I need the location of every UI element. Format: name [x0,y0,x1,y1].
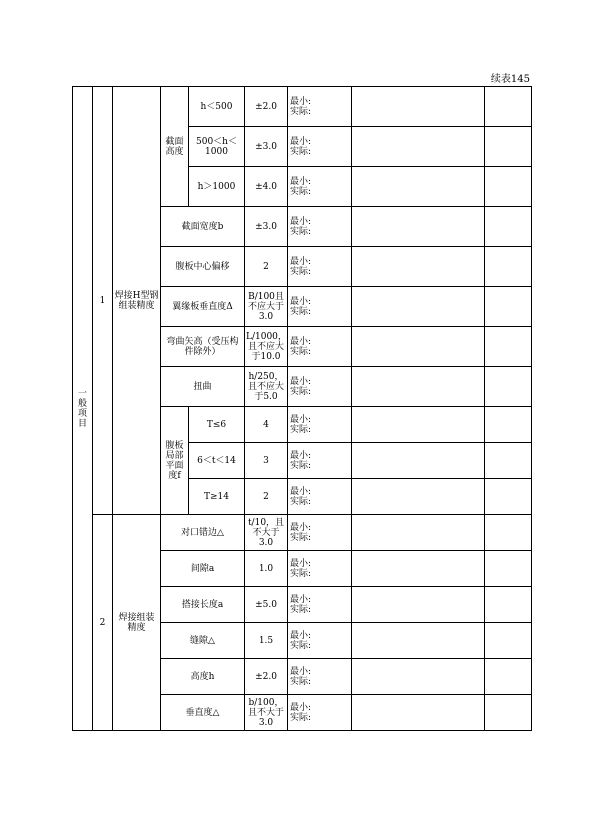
actual-label: 实际: [290,146,312,157]
item-cell [161,551,245,587]
min-label: 最小: [290,296,312,307]
actual-label: 实际: [290,106,312,117]
item-label: T≥14 [204,491,229,502]
tolerance-cell [245,367,288,407]
tolerance-cell [245,443,288,479]
item-cell [189,479,245,515]
actual-label: 实际: [290,604,312,615]
item-label: 翼缘板垂直度Δ [172,301,233,312]
subgroup-cell [161,407,189,515]
category-label: 一般项目 [77,388,87,429]
tolerance-value: ±3.0 [255,141,277,152]
blank-cell [352,515,485,551]
min-label: 最小: [290,522,312,533]
blank-cell [485,623,532,659]
measure-cell [288,87,352,127]
tolerance-value: 2 [263,261,269,272]
measure-cell [288,327,352,367]
measure-cell [288,623,352,659]
blank-cell [485,443,532,479]
blank-cell [352,287,485,327]
tolerance-cell [245,207,288,247]
group-no: 2 [99,617,106,628]
tolerance-value: h/250，且不应大于5.0 [247,371,284,402]
blank-cell [485,407,532,443]
actual-label: 实际: [290,346,312,357]
tolerance-cell [245,623,288,659]
tolerance-value: 4 [263,419,269,430]
actual-label: 实际: [290,640,312,651]
min-label: 最小: [290,96,312,107]
measure-cell [288,367,352,407]
tolerance-cell [245,87,288,127]
blank-cell [485,659,532,695]
inspection-table [72,86,532,731]
blank-cell [352,407,485,443]
min-label: 最小: [290,450,312,461]
item-cell [189,87,245,127]
tolerance-value: b/100，且不大于3.0 [247,697,284,728]
tolerance-value: ±5.0 [255,599,277,610]
measure-cell [288,587,352,623]
blank-cell [352,207,485,247]
item-label: 6＜t＜14 [197,455,236,466]
item-cell [161,327,245,367]
tolerance-value: L/1000，且不应大于10.0 [246,331,287,362]
continuation-label: 续表145 [490,74,530,85]
blank-cell [352,127,485,167]
subgroup-label: 截面高度 [165,136,184,157]
tolerance-cell [245,515,288,551]
group-name: 焊接H型钢组装精度 [114,290,159,311]
tolerance-cell [245,551,288,587]
item-label: 缝隙△ [190,635,215,646]
group-no-cell [93,515,113,731]
actual-label: 实际: [290,676,312,687]
item-label: 截面宽度b [181,221,224,232]
actual-label: 实际: [290,496,312,507]
group-no: 1 [99,295,106,306]
item-label: 扭曲 [193,381,212,392]
blank-cell [485,515,532,551]
tolerance-value: B/100且不应大于3.0 [247,291,284,322]
blank-cell [485,695,532,731]
blank-cell [485,167,532,207]
item-label: 垂直度△ [185,707,220,718]
blank-cell [485,287,532,327]
blank-cell [352,623,485,659]
tolerance-value: 2 [263,491,269,502]
tolerance-cell [245,327,288,367]
tolerance-cell [245,127,288,167]
min-label: 最小: [290,486,312,497]
tolerance-cell [245,247,288,287]
item-label: 对口错边△ [181,527,224,538]
measure-cell [288,515,352,551]
tolerance-cell [245,479,288,515]
blank-cell [352,479,485,515]
actual-label: 实际: [290,712,312,723]
item-cell [161,623,245,659]
blank-cell [485,127,532,167]
tolerance-value: t/10，且不大于3.0 [247,517,285,548]
min-label: 最小: [290,216,312,227]
measure-cell [288,207,352,247]
item-label: h＞1000 [197,181,236,192]
tolerance-value: ±3.0 [255,221,277,232]
measure-cell [288,443,352,479]
group-name-cell [113,515,161,731]
min-label: 最小: [290,256,312,267]
group-name-cell [113,87,161,515]
actual-label: 实际: [290,226,312,237]
item-cell [161,587,245,623]
item-label: h＜500 [200,101,233,112]
measure-cell [288,407,352,443]
actual-label: 实际: [290,186,312,197]
actual-label: 实际: [290,532,312,543]
actual-label: 实际: [290,460,312,471]
measure-cell [288,659,352,695]
tolerance-cell [245,695,288,731]
blank-cell [352,87,485,127]
measure-cell [288,127,352,167]
item-cell [189,167,245,207]
tolerance-value: 1.0 [258,563,274,574]
min-label: 最小: [290,558,312,569]
item-cell [189,407,245,443]
min-label: 最小: [290,414,312,425]
tolerance-value: 3 [263,455,269,466]
actual-label: 实际: [290,424,312,435]
item-label: 搭接长度a [181,599,224,610]
measure-cell [288,695,352,731]
item-cell [161,247,245,287]
blank-cell [485,87,532,127]
blank-cell [352,247,485,287]
actual-label: 实际: [290,568,312,579]
min-label: 最小: [290,702,312,713]
blank-cell [352,167,485,207]
tolerance-cell [245,167,288,207]
item-label: 高度h [190,671,215,682]
tolerance-cell [245,659,288,695]
blank-cell [485,587,532,623]
item-cell [161,207,245,247]
min-label: 最小: [290,376,312,387]
blank-cell [485,247,532,287]
blank-cell [485,551,532,587]
min-label: 最小: [290,630,312,641]
item-label: 500＜h＜1000 [196,136,237,157]
item-label: T≤6 [206,419,227,430]
actual-label: 实际: [290,306,312,317]
tolerance-value: ±4.0 [255,181,277,192]
item-cell [189,443,245,479]
tolerance-value: 1.5 [258,635,274,646]
group-no-cell [93,87,113,515]
tolerance-cell [245,587,288,623]
measure-cell [288,287,352,327]
measure-cell [288,247,352,287]
item-label: 弯曲矢高（受压构件除外） [166,336,239,357]
subgroup-label: 腹板局部平面度f [165,440,184,481]
blank-cell [485,207,532,247]
min-label: 最小: [290,666,312,677]
item-cell [161,287,245,327]
measure-cell [288,551,352,587]
blank-cell [485,327,532,367]
item-cell [189,127,245,167]
blank-cell [352,327,485,367]
blank-cell [485,367,532,407]
item-cell [161,515,245,551]
min-label: 最小: [290,594,312,605]
blank-cell [352,443,485,479]
min-label: 最小: [290,176,312,187]
item-cell [161,367,245,407]
measure-cell [288,167,352,207]
item-cell [161,659,245,695]
actual-label: 实际: [290,266,312,277]
item-label: 间隙a [190,563,215,574]
blank-cell [352,551,485,587]
subgroup-cell [161,87,189,207]
tolerance-cell [245,287,288,327]
blank-cell [485,479,532,515]
blank-cell [352,659,485,695]
item-cell [161,695,245,731]
actual-label: 实际: [290,386,312,397]
measure-cell [288,479,352,515]
blank-cell [352,367,485,407]
blank-cell [352,587,485,623]
min-label: 最小: [290,336,312,347]
category-cell [73,87,93,731]
item-label: 腹板中心偏移 [175,261,230,272]
blank-cell [352,695,485,731]
min-label: 最小: [290,136,312,147]
tolerance-value: ±2.0 [255,671,277,682]
tolerance-cell [245,407,288,443]
tolerance-value: ±2.0 [255,101,277,112]
group-name: 焊接组装精度 [118,612,155,633]
